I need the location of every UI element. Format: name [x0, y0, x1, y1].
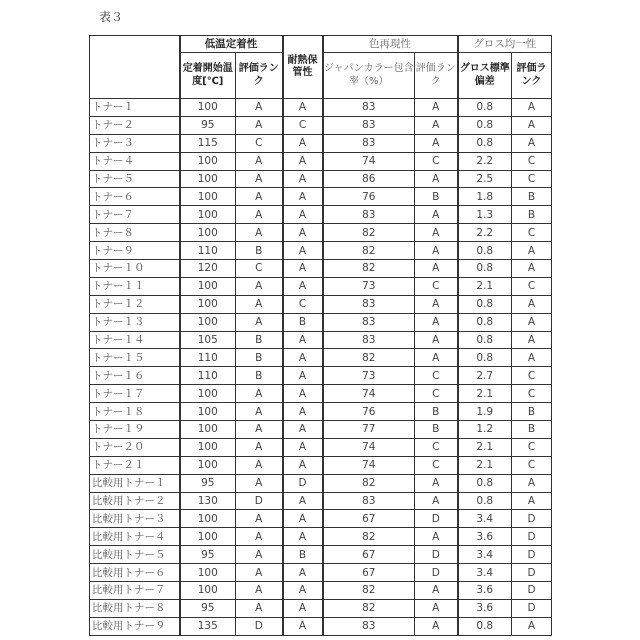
- table-row: [90, 116, 552, 134]
- table-row: [90, 134, 552, 152]
- table-row: [90, 242, 552, 260]
- cell-gloss-rank: A: [512, 116, 552, 134]
- cell-color-rank: A: [415, 313, 458, 331]
- cell-gloss-rank: D: [512, 510, 552, 528]
- cell-heat-storage: B: [283, 546, 323, 564]
- cell-fix-rank: A: [236, 385, 283, 403]
- cell-fix-rank: B: [236, 367, 283, 385]
- cell-gloss-rank: D: [512, 528, 552, 546]
- cell-gloss-std: 0.8: [458, 116, 512, 134]
- cell-fix-start-temp: 110: [180, 349, 236, 367]
- cell-heat-storage: A: [283, 617, 323, 635]
- cell-gloss-rank: D: [512, 599, 552, 617]
- cell-heat-storage: A: [283, 224, 323, 242]
- table-row: [90, 277, 552, 295]
- cell-fix-rank: A: [236, 528, 283, 546]
- cell-toner-name: トナー３: [90, 134, 180, 152]
- cell-gloss-rank: C: [512, 367, 552, 385]
- header-low-temp-fixing: 低温定着性: [180, 36, 283, 53]
- cell-fix-rank: A: [236, 564, 283, 582]
- cell-gloss-rank: A: [512, 134, 552, 152]
- cell-toner-name: トナー６: [90, 188, 180, 206]
- cell-gloss-rank: B: [512, 403, 552, 421]
- cell-toner-name: 比較用トナー８: [90, 599, 180, 617]
- cell-toner-name: 比較用トナー５: [90, 546, 180, 564]
- cell-fix-rank: A: [236, 456, 283, 474]
- cell-color-rank: C: [415, 367, 458, 385]
- cell-japan-color-ratio: 77: [323, 421, 415, 439]
- table-row: [90, 617, 552, 635]
- cell-gloss-std: 0.8: [458, 99, 512, 117]
- cell-color-rank: A: [415, 134, 458, 152]
- cell-gloss-std: 2.2: [458, 224, 512, 242]
- cell-japan-color-ratio: 83: [323, 116, 415, 134]
- cell-fix-start-temp: 100: [180, 528, 236, 546]
- cell-fix-start-temp: 95: [180, 474, 236, 492]
- cell-gloss-std: 2.7: [458, 367, 512, 385]
- cell-gloss-std: 0.8: [458, 134, 512, 152]
- cell-heat-storage: A: [283, 367, 323, 385]
- cell-toner-name: トナー１: [90, 99, 180, 117]
- cell-fix-start-temp: 100: [180, 510, 236, 528]
- cell-gloss-std: 1.8: [458, 188, 512, 206]
- cell-fix-start-temp: 100: [180, 295, 236, 313]
- cell-fix-rank: A: [236, 116, 283, 134]
- table-row: [90, 260, 552, 278]
- table-row: [90, 331, 552, 349]
- cell-fix-start-temp: 110: [180, 367, 236, 385]
- results-table: [89, 35, 552, 636]
- cell-fix-rank: A: [236, 277, 283, 295]
- cell-color-rank: A: [415, 242, 458, 260]
- cell-fix-start-temp: 100: [180, 564, 236, 582]
- cell-toner-name: トナー１７: [90, 385, 180, 403]
- cell-fix-rank: A: [236, 546, 283, 564]
- cell-gloss-std: 3.4: [458, 510, 512, 528]
- cell-heat-storage: A: [283, 421, 323, 439]
- cell-fix-start-temp: 100: [180, 385, 236, 403]
- cell-japan-color-ratio: 83: [323, 331, 415, 349]
- cell-color-rank: A: [415, 260, 458, 278]
- cell-gloss-std: 0.8: [458, 492, 512, 510]
- table-row: [90, 313, 552, 331]
- cell-fix-start-temp: 100: [180, 188, 236, 206]
- cell-heat-storage: A: [283, 456, 323, 474]
- header-gloss-std: グロス標準偏差: [458, 53, 512, 99]
- cell-gloss-rank: C: [512, 170, 552, 188]
- cell-fix-start-temp: 95: [180, 546, 236, 564]
- cell-japan-color-ratio: 83: [323, 617, 415, 635]
- cell-heat-storage: A: [283, 492, 323, 510]
- cell-toner-name: トナー１８: [90, 403, 180, 421]
- cell-toner-name: トナー１４: [90, 331, 180, 349]
- cell-fix-rank: C: [236, 260, 283, 278]
- cell-japan-color-ratio: 74: [323, 438, 415, 456]
- cell-gloss-std: 3.6: [458, 582, 512, 600]
- cell-japan-color-ratio: 83: [323, 206, 415, 224]
- cell-toner-name: トナー９: [90, 242, 180, 260]
- cell-gloss-rank: B: [512, 188, 552, 206]
- cell-color-rank: A: [415, 99, 458, 117]
- cell-color-rank: A: [415, 474, 458, 492]
- header-fix-rank: 評価ランク: [236, 53, 283, 99]
- cell-gloss-rank: D: [512, 546, 552, 564]
- cell-fix-rank: A: [236, 474, 283, 492]
- cell-fix-rank: A: [236, 438, 283, 456]
- cell-toner-name: トナー４: [90, 152, 180, 170]
- cell-fix-start-temp: 100: [180, 224, 236, 242]
- cell-gloss-rank: C: [512, 152, 552, 170]
- cell-fix-start-temp: 100: [180, 421, 236, 439]
- cell-fix-start-temp: 95: [180, 599, 236, 617]
- cell-gloss-rank: C: [512, 438, 552, 456]
- cell-japan-color-ratio: 83: [323, 492, 415, 510]
- cell-heat-storage: C: [283, 295, 323, 313]
- cell-gloss-std: 2.1: [458, 438, 512, 456]
- cell-gloss-rank: A: [512, 260, 552, 278]
- cell-fix-start-temp: 110: [180, 242, 236, 260]
- cell-toner-name: トナー２１: [90, 456, 180, 474]
- table-row: [90, 99, 552, 117]
- cell-fix-rank: B: [236, 242, 283, 260]
- cell-color-rank: D: [415, 564, 458, 582]
- table-row: [90, 170, 552, 188]
- cell-toner-name: トナー１９: [90, 421, 180, 439]
- table-row: [90, 224, 552, 242]
- cell-gloss-rank: A: [512, 349, 552, 367]
- cell-heat-storage: A: [283, 528, 323, 546]
- cell-color-rank: A: [415, 492, 458, 510]
- cell-heat-storage: A: [283, 403, 323, 421]
- cell-color-rank: A: [415, 116, 458, 134]
- cell-japan-color-ratio: 86: [323, 170, 415, 188]
- cell-japan-color-ratio: 83: [323, 134, 415, 152]
- cell-toner-name: 比較用トナー３: [90, 510, 180, 528]
- table-row: [90, 385, 552, 403]
- cell-japan-color-ratio: 74: [323, 385, 415, 403]
- cell-gloss-std: 0.8: [458, 242, 512, 260]
- cell-japan-color-ratio: 73: [323, 367, 415, 385]
- cell-fix-start-temp: 135: [180, 617, 236, 635]
- table-row: [90, 403, 552, 421]
- cell-toner-name: トナー１２: [90, 295, 180, 313]
- cell-gloss-rank: C: [512, 277, 552, 295]
- cell-color-rank: A: [415, 206, 458, 224]
- cell-japan-color-ratio: 83: [323, 99, 415, 117]
- cell-gloss-std: 0.8: [458, 295, 512, 313]
- cell-japan-color-ratio: 83: [323, 313, 415, 331]
- cell-heat-storage: A: [283, 152, 323, 170]
- cell-heat-storage: A: [283, 134, 323, 152]
- table-row: [90, 152, 552, 170]
- cell-gloss-std: 1.3: [458, 206, 512, 224]
- table-row: [90, 421, 552, 439]
- cell-japan-color-ratio: 67: [323, 510, 415, 528]
- cell-gloss-std: 3.6: [458, 528, 512, 546]
- cell-japan-color-ratio: 82: [323, 224, 415, 242]
- cell-toner-name: トナー２: [90, 116, 180, 134]
- cell-japan-color-ratio: 82: [323, 349, 415, 367]
- cell-toner-name: トナー１３: [90, 313, 180, 331]
- cell-color-rank: A: [415, 295, 458, 313]
- cell-gloss-rank: A: [512, 617, 552, 635]
- cell-color-rank: B: [415, 421, 458, 439]
- table-row: [90, 188, 552, 206]
- cell-japan-color-ratio: 82: [323, 599, 415, 617]
- cell-gloss-std: 0.8: [458, 260, 512, 278]
- table-row: [90, 528, 552, 546]
- cell-heat-storage: A: [283, 510, 323, 528]
- cell-fix-rank: B: [236, 331, 283, 349]
- table-row: [90, 546, 552, 564]
- cell-fix-start-temp: 100: [180, 582, 236, 600]
- cell-fix-rank: D: [236, 617, 283, 635]
- cell-fix-start-temp: 100: [180, 206, 236, 224]
- cell-fix-start-temp: 100: [180, 313, 236, 331]
- cell-gloss-rank: A: [512, 295, 552, 313]
- cell-color-rank: C: [415, 152, 458, 170]
- cell-fix-rank: A: [236, 421, 283, 439]
- cell-color-rank: A: [415, 224, 458, 242]
- cell-fix-start-temp: 95: [180, 116, 236, 134]
- cell-gloss-std: 2.1: [458, 456, 512, 474]
- cell-heat-storage: A: [283, 438, 323, 456]
- cell-gloss-rank: A: [512, 242, 552, 260]
- cell-toner-name: トナー７: [90, 206, 180, 224]
- cell-fix-rank: A: [236, 313, 283, 331]
- table-row: [90, 564, 552, 582]
- table-row: [90, 438, 552, 456]
- cell-heat-storage: A: [283, 582, 323, 600]
- cell-toner-name: トナー８: [90, 224, 180, 242]
- cell-color-rank: A: [415, 170, 458, 188]
- cell-gloss-rank: B: [512, 206, 552, 224]
- cell-toner-name: トナー１６: [90, 367, 180, 385]
- cell-gloss-rank: C: [512, 456, 552, 474]
- cell-heat-storage: A: [283, 170, 323, 188]
- cell-heat-storage: A: [283, 599, 323, 617]
- cell-fix-start-temp: 100: [180, 99, 236, 117]
- cell-fix-start-temp: 120: [180, 260, 236, 278]
- cell-fix-rank: A: [236, 152, 283, 170]
- cell-fix-rank: A: [236, 510, 283, 528]
- table-row: [90, 510, 552, 528]
- cell-toner-name: 比較用トナー１: [90, 474, 180, 492]
- cell-gloss-std: 0.8: [458, 349, 512, 367]
- cell-gloss-rank: A: [512, 313, 552, 331]
- cell-heat-storage: A: [283, 206, 323, 224]
- cell-japan-color-ratio: 82: [323, 474, 415, 492]
- cell-gloss-rank: A: [512, 474, 552, 492]
- cell-fix-rank: A: [236, 599, 283, 617]
- cell-heat-storage: A: [283, 242, 323, 260]
- cell-toner-name: 比較用トナー９: [90, 617, 180, 635]
- cell-color-rank: B: [415, 403, 458, 421]
- cell-heat-storage: A: [283, 349, 323, 367]
- cell-gloss-rank: B: [512, 421, 552, 439]
- table-row: [90, 295, 552, 313]
- cell-japan-color-ratio: 83: [323, 295, 415, 313]
- cell-japan-color-ratio: 76: [323, 188, 415, 206]
- cell-toner-name: トナー１０: [90, 260, 180, 278]
- cell-gloss-std: 2.2: [458, 152, 512, 170]
- cell-japan-color-ratio: 82: [323, 528, 415, 546]
- cell-color-rank: D: [415, 546, 458, 564]
- cell-fix-start-temp: 100: [180, 277, 236, 295]
- header-gloss-rank: 評価ランク: [512, 53, 552, 99]
- cell-toner-name: 比較用トナー２: [90, 492, 180, 510]
- cell-heat-storage: A: [283, 277, 323, 295]
- cell-gloss-rank: D: [512, 582, 552, 600]
- cell-gloss-std: 0.8: [458, 313, 512, 331]
- cell-heat-storage: B: [283, 313, 323, 331]
- cell-gloss-std: 2.1: [458, 385, 512, 403]
- cell-gloss-std: 3.4: [458, 564, 512, 582]
- cell-fix-rank: A: [236, 99, 283, 117]
- cell-color-rank: C: [415, 456, 458, 474]
- cell-color-rank: A: [415, 528, 458, 546]
- table-row: [90, 599, 552, 617]
- cell-japan-color-ratio: 76: [323, 403, 415, 421]
- cell-toner-name: 比較用トナー７: [90, 582, 180, 600]
- cell-color-rank: A: [415, 599, 458, 617]
- cell-toner-name: 比較用トナー４: [90, 528, 180, 546]
- table-row: [90, 349, 552, 367]
- cell-heat-storage: A: [283, 99, 323, 117]
- header-color-reproducibility: 色再現性: [323, 36, 458, 53]
- cell-toner-name: トナー１１: [90, 277, 180, 295]
- cell-japan-color-ratio: 82: [323, 260, 415, 278]
- cell-toner-name: 比較用トナー６: [90, 564, 180, 582]
- cell-japan-color-ratio: 67: [323, 546, 415, 564]
- cell-fix-rank: A: [236, 206, 283, 224]
- cell-color-rank: C: [415, 438, 458, 456]
- cell-gloss-std: 3.4: [458, 546, 512, 564]
- cell-heat-storage: A: [283, 331, 323, 349]
- cell-toner-name: トナー２０: [90, 438, 180, 456]
- table-row: [90, 367, 552, 385]
- cell-gloss-rank: D: [512, 564, 552, 582]
- cell-gloss-rank: A: [512, 99, 552, 117]
- cell-japan-color-ratio: 67: [323, 564, 415, 582]
- cell-fix-rank: A: [236, 188, 283, 206]
- cell-fix-start-temp: 100: [180, 170, 236, 188]
- cell-fix-rank: A: [236, 170, 283, 188]
- cell-japan-color-ratio: 82: [323, 582, 415, 600]
- cell-fix-start-temp: 130: [180, 492, 236, 510]
- cell-fix-start-temp: 100: [180, 152, 236, 170]
- table-row: [90, 456, 552, 474]
- cell-fix-rank: C: [236, 134, 283, 152]
- cell-fix-start-temp: 100: [180, 438, 236, 456]
- cell-fix-rank: A: [236, 403, 283, 421]
- cell-gloss-rank: A: [512, 492, 552, 510]
- cell-color-rank: A: [415, 617, 458, 635]
- cell-fix-start-temp: 105: [180, 331, 236, 349]
- cell-gloss-std: 0.8: [458, 331, 512, 349]
- cell-heat-storage: A: [283, 188, 323, 206]
- cell-gloss-std: 2.1: [458, 277, 512, 295]
- cell-heat-storage: A: [283, 564, 323, 582]
- cell-color-rank: D: [415, 510, 458, 528]
- cell-color-rank: B: [415, 188, 458, 206]
- cell-color-rank: C: [415, 277, 458, 295]
- cell-heat-storage: C: [283, 116, 323, 134]
- cell-fix-start-temp: 100: [180, 403, 236, 421]
- header-color-rank: 評価ランク: [415, 53, 458, 99]
- cell-japan-color-ratio: 74: [323, 152, 415, 170]
- cell-gloss-std: 1.9: [458, 403, 512, 421]
- cell-gloss-rank: A: [512, 331, 552, 349]
- header-corner: [90, 36, 180, 99]
- cell-heat-storage: A: [283, 260, 323, 278]
- cell-gloss-rank: C: [512, 385, 552, 403]
- cell-fix-rank: B: [236, 349, 283, 367]
- header-heat-storage: 耐熱保管性: [283, 36, 323, 99]
- cell-fix-rank: A: [236, 582, 283, 600]
- cell-gloss-std: 3.6: [458, 599, 512, 617]
- cell-gloss-std: 1.2: [458, 421, 512, 439]
- cell-fix-rank: D: [236, 492, 283, 510]
- cell-heat-storage: D: [283, 474, 323, 492]
- cell-fix-rank: A: [236, 295, 283, 313]
- cell-color-rank: A: [415, 582, 458, 600]
- table-row: [90, 492, 552, 510]
- header-japan-color-ratio: ジャパンカラー包含率（%）: [323, 53, 415, 99]
- cell-fix-start-temp: 115: [180, 134, 236, 152]
- cell-japan-color-ratio: 73: [323, 277, 415, 295]
- cell-fix-start-temp: 100: [180, 456, 236, 474]
- header-fix-start-temp: 定着開始温度[℃]: [180, 53, 236, 99]
- cell-gloss-std: 2.5: [458, 170, 512, 188]
- table-caption: 表３: [99, 8, 123, 25]
- cell-fix-rank: A: [236, 224, 283, 242]
- cell-heat-storage: A: [283, 385, 323, 403]
- cell-gloss-std: 0.8: [458, 617, 512, 635]
- cell-toner-name: トナー１５: [90, 349, 180, 367]
- cell-toner-name: トナー５: [90, 170, 180, 188]
- cell-gloss-rank: C: [512, 224, 552, 242]
- cell-japan-color-ratio: 82: [323, 242, 415, 260]
- cell-color-rank: A: [415, 349, 458, 367]
- table-row: [90, 582, 552, 600]
- cell-japan-color-ratio: 74: [323, 456, 415, 474]
- cell-gloss-std: 0.8: [458, 474, 512, 492]
- cell-color-rank: A: [415, 331, 458, 349]
- table-row: [90, 206, 552, 224]
- table-row: [90, 474, 552, 492]
- cell-color-rank: C: [415, 385, 458, 403]
- header-gloss-uniformity: グロス均一性: [458, 36, 552, 53]
